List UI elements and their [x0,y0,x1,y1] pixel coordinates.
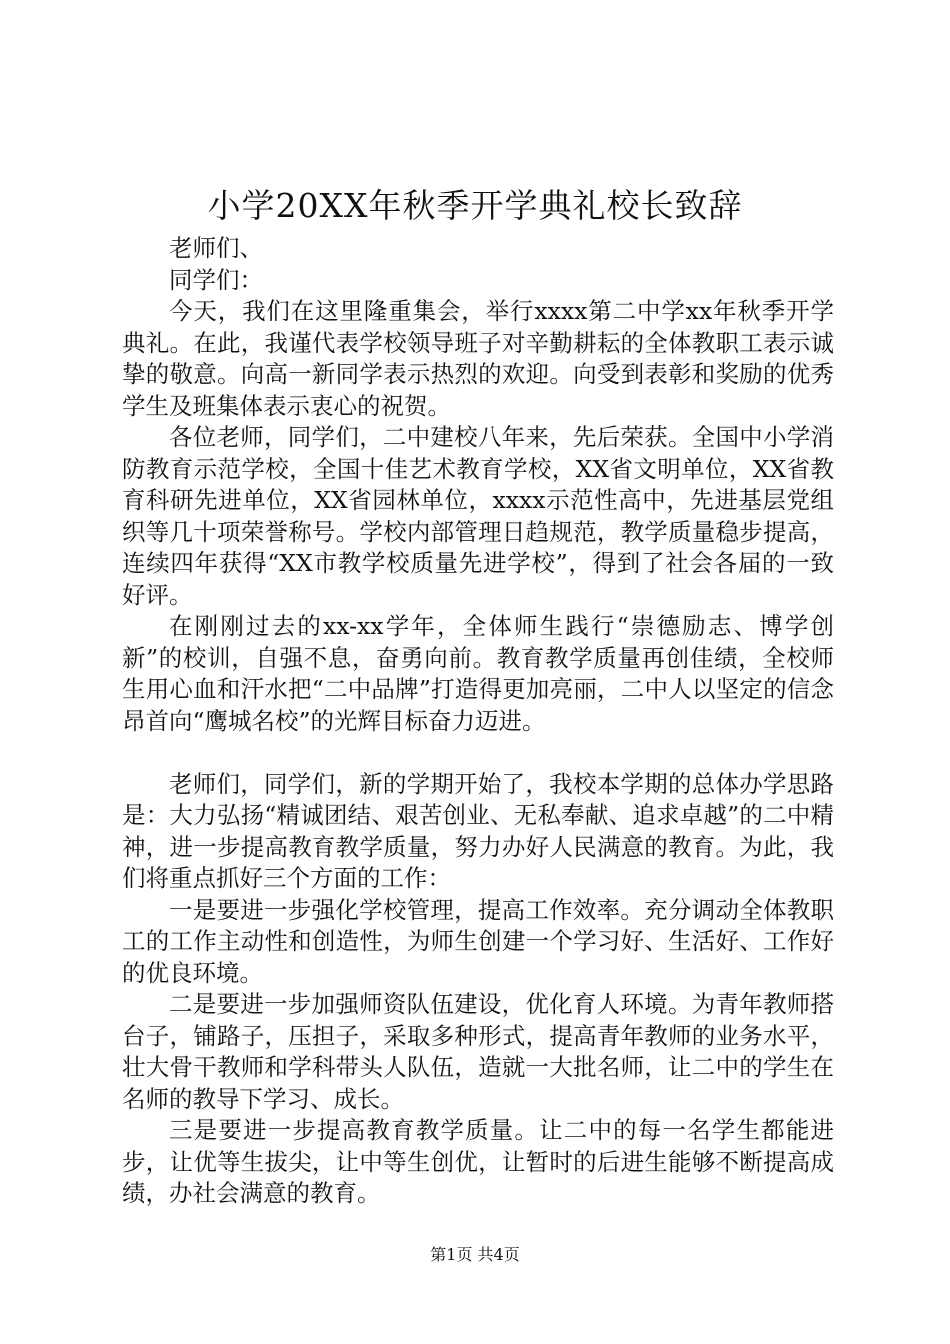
paragraph-opening: 今天，我们在这里隆重集会，举行xxxx第二中学xx年秋季开学典礼。在此，我谨代表学校领导班子对辛勤耕耘的全体教职工表示诚挚的敬意。向高一新同学表示热烈的欢迎。向受到表彰和奖励的优秀学生及班集体表示衷心的祝贺。 [122,297,834,420]
document-title: 小学20XX年秋季开学典礼校长致辞 [207,186,743,225]
greeting-students: 同学们： [169,265,263,294]
page-number-footer: 第1页 共4页 [430,1245,520,1264]
paragraph-point-three: 三是要进一步提高教育教学质量。让二中的每一名学生都能进步，让优等生拔尖，让中等生创优，让暂时的后进生能够不断提高成绩，办社会满意的教育。 [122,1116,834,1207]
paragraph-point-one: 一是要进一步强化学校管理，提高工作效率。充分调动全体教职工的工作主动性和创造性，为师生创建一个学习好、生活好、工作好的优良环境。 [122,895,834,987]
document-body [122,233,834,1210]
paragraph-point-two: 二是要进一步加强师资队伍建设，优化育人环境。为青年教师搭台子，铺路子，压担子，采取多种形式，提高青年教师的业务水平，壮大骨干教师和学科带头人队伍，造就一大批名师，让二中的学生在名师的教导下学习、成长。 [122,990,834,1113]
paragraph-gap [122,737,834,769]
paragraph-last-year: 在刚刚过去的xx-xx学年，全体师生践行“崇德励志、博学创新”的校训，自强不息，奋勇向前。教育教学质量再创佳绩，全校师生用心血和汗水把“二中品牌”打造得更加亮丽，二中人以坚定的信念昂首向“鹰城名校”的光辉目标奋力迈进。 [122,612,834,735]
paragraph-honors: 各位老师，同学们，二中建校八年来，先后荣获。全国中小学消防教育示范学校，全国十佳艺术教育学校，XX省文明单位，XX省教育科研先进单位，XX省园林单位，xxxx示范性高中，先进基层党组织等几十项荣誉称号。学校内部管理日趋规范，教学质量稳步提高，连续四年获得“XX市教学校质量先进学校”，得到了社会各届的一致好评。 [122,423,834,609]
greeting-teachers: 老师们、 [169,234,263,262]
paragraph-new-term: 老师们，同学们，新的学期开始了，我校本学期的总体办学思路是：大力弘扬“精诚团结、艰苦创业、无私奉献、追求卓越”的二中精神，进一步提高教育教学质量，努力办好人民满意的教育。为此，我们将重点抓好三个方面的工作： [122,769,834,892]
